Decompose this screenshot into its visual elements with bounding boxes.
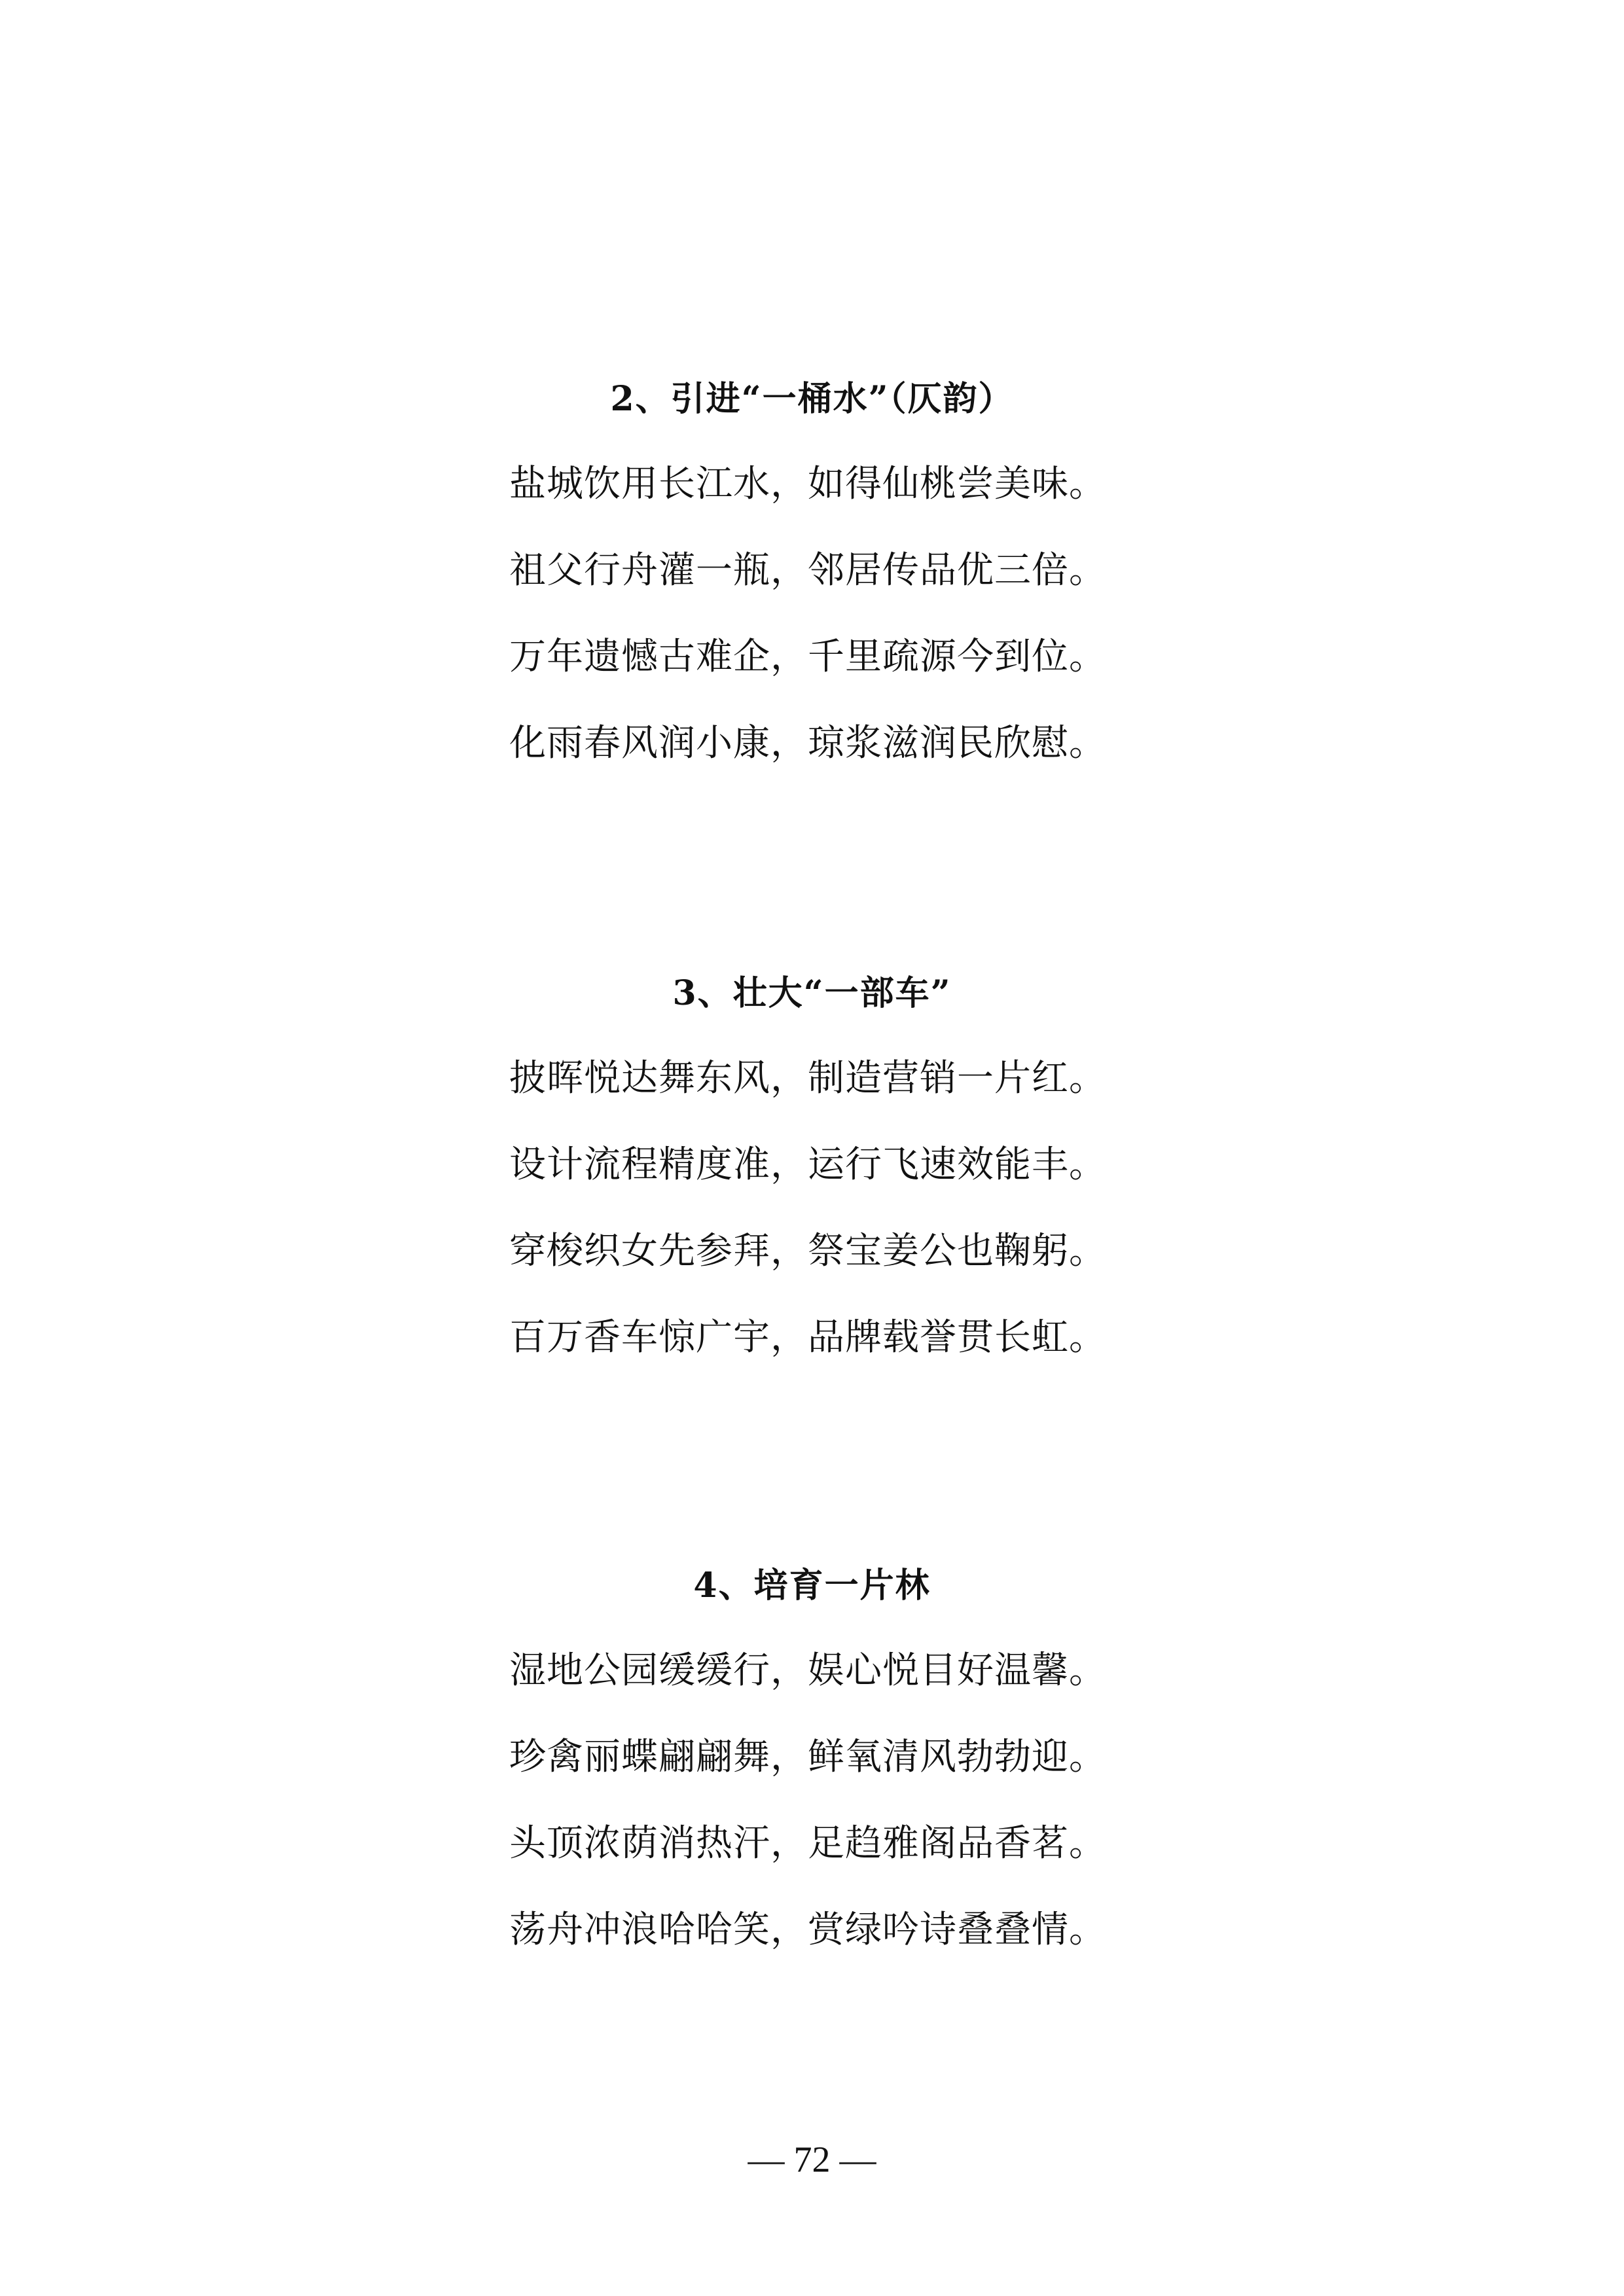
- poem-title: 4、培育一片林: [693, 1566, 931, 1605]
- page-number: — 72 —: [748, 2140, 876, 2180]
- poem-title: 2、引进“一桶水”（仄韵）: [610, 379, 1014, 419]
- poem-line: 化雨春风润小康，琼浆滋润民欣慰。: [509, 722, 1106, 764]
- poem-line: 盐城饮用长江水，如得仙桃尝美味。: [509, 463, 1106, 505]
- poem-line: 万年遗憾古难企，千里疏源今到位。: [509, 636, 1106, 678]
- poem-line: 百万香车惊广宇，品牌载誉贯长虹。: [509, 1316, 1106, 1359]
- poem-lines: [509, 461, 1106, 807]
- poem-line: 头顶浓荫消热汗，足趋雅阁品香茗。: [509, 1822, 1106, 1865]
- poem-line: 祖父行舟灌一瓶，邻居传品优三倍。: [509, 549, 1106, 592]
- poem-line: 设计流程精度准，运行飞速效能丰。: [509, 1143, 1106, 1186]
- poem-lines: [509, 1056, 1106, 1401]
- poem-title: 3、壮大“一部车”: [672, 973, 952, 1013]
- poem-line: 湿地公园缓缓行，娱心悦目好温馨。: [509, 1649, 1106, 1692]
- poem-line: 荡舟冲浪哈哈笑，赏绿吟诗叠叠情。: [509, 1909, 1106, 1951]
- poem-lines: [509, 1648, 1106, 1994]
- poem-line: 穿梭织女先参拜，祭宝姜公也鞠躬。: [509, 1230, 1106, 1272]
- poem-line: 珍禽丽蝶翩翩舞，鲜氧清风勃勃迎。: [509, 1736, 1106, 1778]
- poem-line: 披晖悦达舞东风，制造营销一片红。: [509, 1057, 1106, 1100]
